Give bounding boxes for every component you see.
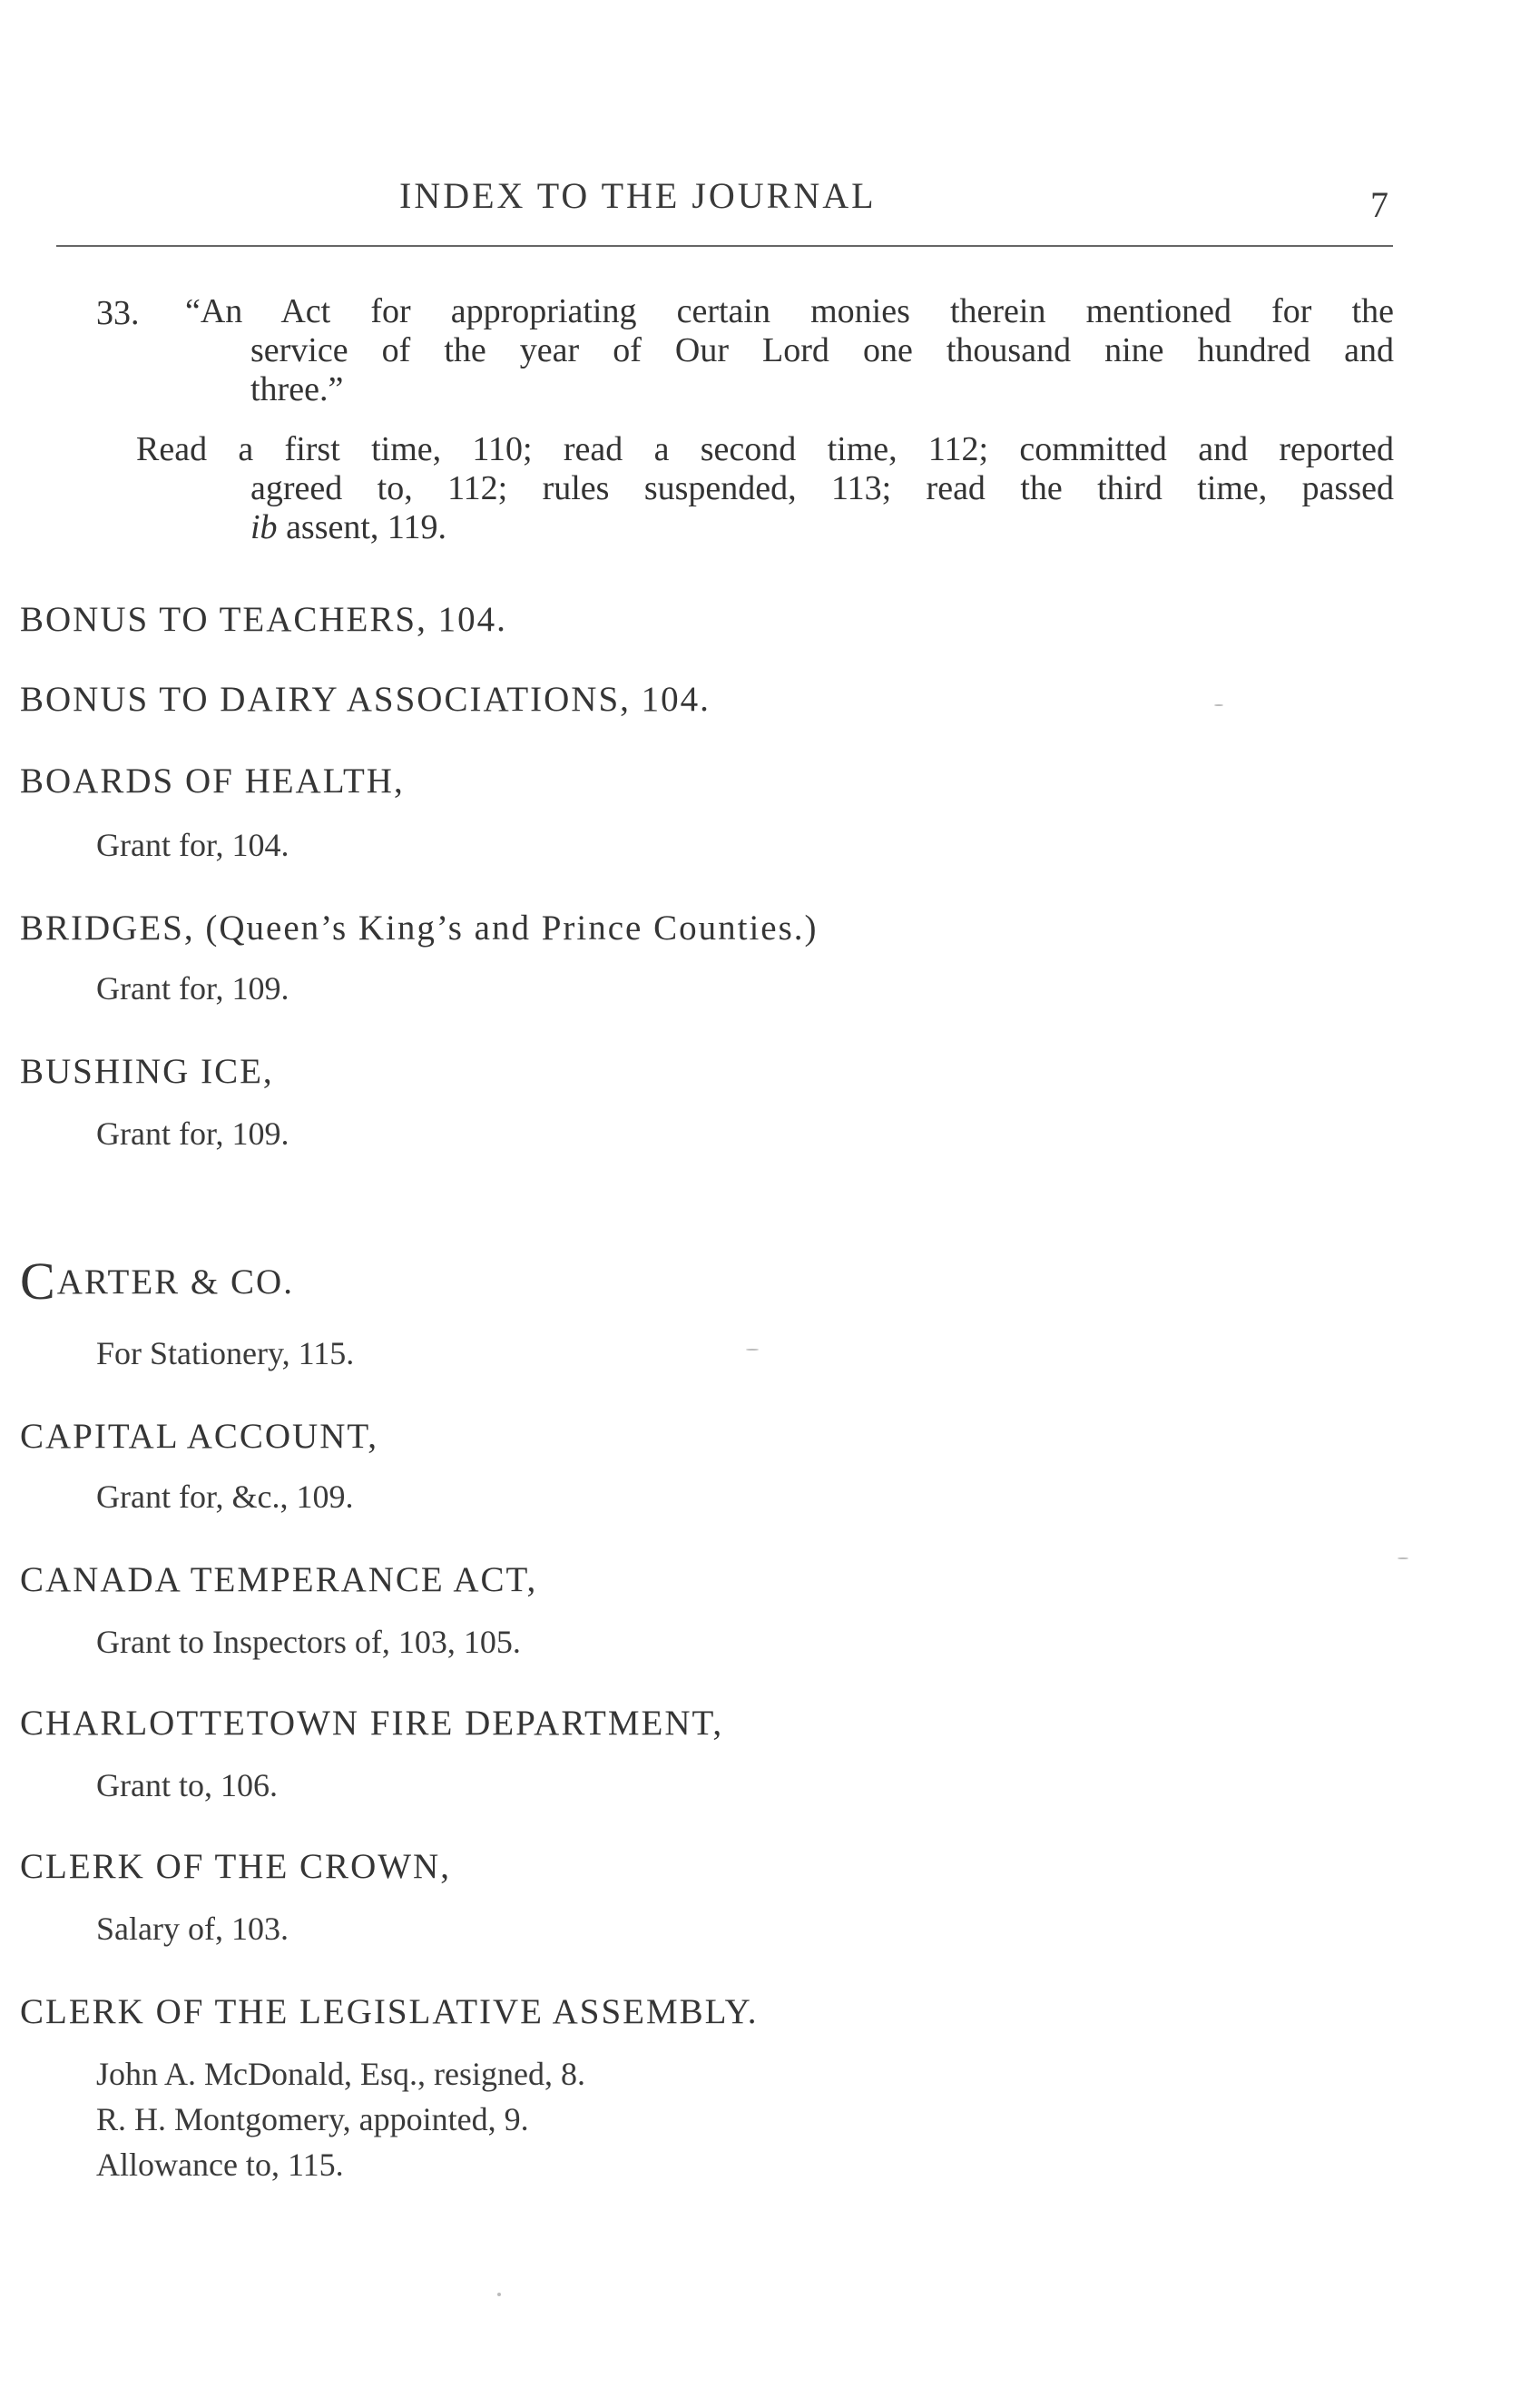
print-speck: [497, 2293, 501, 2296]
print-speck: [1398, 1557, 1408, 1559]
index-heading-with-dropcap: [20, 1252, 294, 1311]
print-speck: [1214, 704, 1223, 706]
running-head: INDEX TO THE JOURNAL: [399, 175, 877, 216]
index-heading: CAPITAL ACCOUNT,: [20, 1417, 379, 1456]
index-subentry: Grant for, &c., 109.: [96, 1478, 354, 1515]
index-heading: CHARLOTTETOWN FIRE DEPARTMENT,: [20, 1704, 724, 1743]
act-number: 33.: [96, 294, 140, 332]
header-rule: [56, 245, 1393, 247]
act-proceedings-line-2: agreed to, 112; rules suspended, 113; read the third time, passed: [250, 469, 1394, 507]
index-heading: CLERK OF THE CROWN,: [20, 1847, 451, 1886]
heading-text: ARTER & CO.: [56, 1262, 294, 1302]
drop-cap-letter: C: [20, 1252, 57, 1311]
proceedings-line-3-text: assent, 119.: [286, 508, 447, 546]
index-heading: BONUS TO TEACHERS, 104.: [20, 600, 507, 639]
index-heading: BRIDGES, (Queen’s King’s and Prince Counties.): [20, 909, 819, 948]
italic-prefix: ib: [250, 508, 278, 546]
index-subentry: Allowance to, 115.: [96, 2146, 344, 2183]
index-heading: CLERK OF THE LEGISLATIVE ASSEMBLY.: [20, 1992, 759, 2031]
index-heading: BUSHING ICE,: [20, 1052, 274, 1091]
index-subentry: John A. McDonald, Esq., resigned, 8.: [96, 2056, 585, 2092]
act-proceedings-line-3: [250, 508, 795, 547]
index-subentry: For Stationery, 115.: [96, 1335, 355, 1371]
index-subentry: Grant to Inspectors of, 103, 105.: [96, 1624, 521, 1660]
index-subentry: Salary of, 103.: [96, 1911, 289, 1947]
index-subentry: R. H. Montgomery, appointed, 9.: [96, 2101, 529, 2137]
act-title-line-1: “An Act for appropriating certain monies therein mentioned for the: [185, 292, 1394, 330]
act-title-line-3: three.”: [250, 370, 344, 408]
index-subentry: Grant to, 106.: [96, 1767, 278, 1803]
index-heading: CANADA TEMPERANCE ACT,: [20, 1560, 538, 1599]
act-title-line-2: service of the year of Our Lord one thousand nine hundred and: [250, 331, 1394, 369]
index-heading: BOARDS OF HEALTH,: [20, 761, 405, 801]
index-subentry: Grant for, 109.: [96, 1115, 289, 1152]
index-subentry: Grant for, 104.: [96, 827, 289, 863]
index-subentry: Grant for, 109.: [96, 970, 289, 1007]
act-proceedings-line-1: Read a first time, 110; read a second time, 112; committed and reported: [136, 430, 1394, 468]
index-heading: BONUS TO DAIRY ASSOCIATIONS, 104.: [20, 680, 711, 719]
page-number: 7: [1370, 184, 1388, 225]
print-speck: [746, 1349, 759, 1351]
